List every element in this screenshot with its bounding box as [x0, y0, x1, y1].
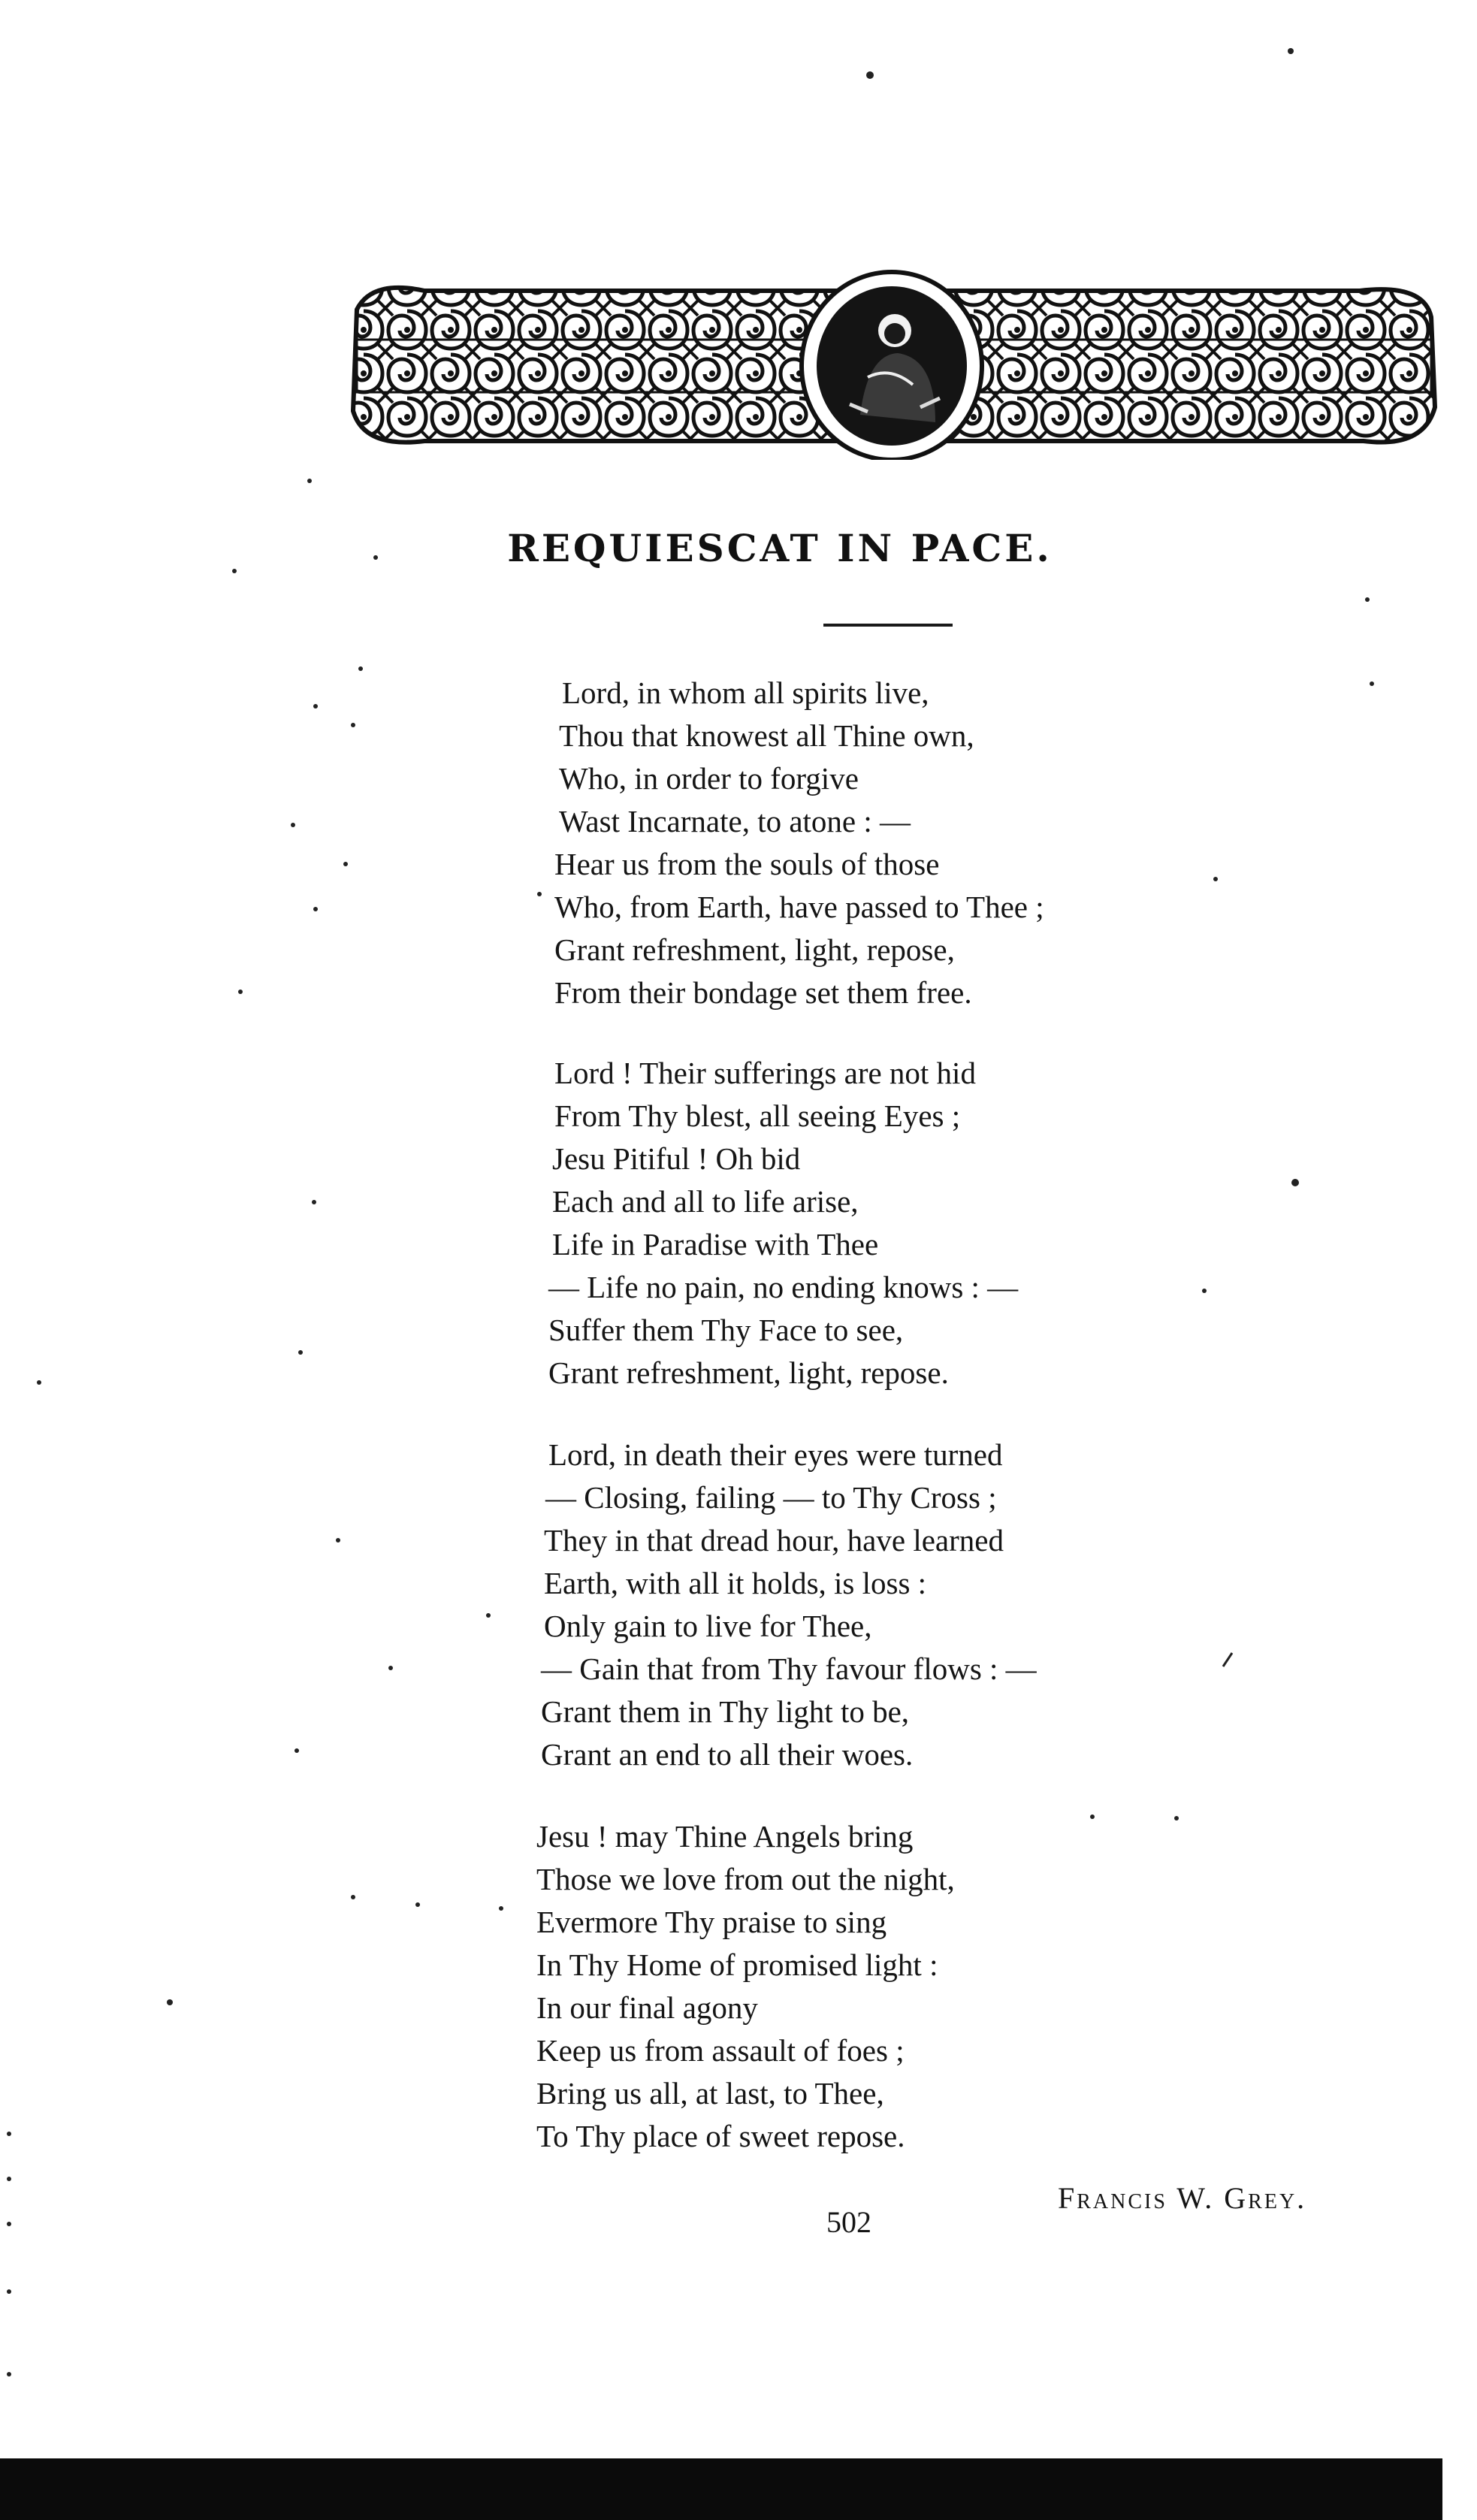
poem-line: Lord, in whom all spirits live, — [562, 675, 929, 710]
poem-line: Jesu Pitiful ! Oh bid — [552, 1141, 801, 1176]
poem-line: Lord ! Their sufferings are not hid — [554, 1056, 976, 1090]
poem-line: Only gain to live for Thee, — [544, 1609, 872, 1643]
poem-line: Jesu ! may Thine Angels bring — [536, 1819, 914, 1854]
poem-line: Grant an end to all their woes. — [541, 1737, 914, 1772]
poem-line: Lord, in death their eyes were turned — [548, 1437, 1003, 1472]
poem-line: Suffer them Thy Face to see, — [548, 1313, 904, 1347]
ornament-illustration — [342, 264, 1442, 460]
poem-line: Who, in order to forgive — [559, 761, 859, 796]
poem-line: Bring us all, at last, to Thee, — [536, 2076, 884, 2111]
poem-line: Evermore Thy praise to sing — [536, 1905, 887, 1939]
poem-line: — Gain that from Thy favour flows : — — [541, 1651, 1037, 1686]
poem-line: They in that dread hour, have learned — [544, 1523, 1004, 1558]
poem-line: Each and all to life arise, — [552, 1184, 859, 1219]
poem-line: Grant refreshment, light, repose. — [548, 1355, 949, 1390]
poem-line: — Life no pain, no ending knows : — — [548, 1270, 1019, 1304]
poem-line: Who, from Earth, have passed to Thee ; — [554, 890, 1044, 924]
poem-line: To Thy place of sweet repose. — [536, 2119, 905, 2153]
poem-line: Hear us from the souls of those — [554, 847, 940, 881]
poem-line: From their bondage set them free. — [554, 975, 972, 1010]
poem-line: Earth, with all it holds, is loss : — [544, 1566, 927, 1600]
title-rule — [823, 624, 953, 627]
poem-author: Francis W. Grey. — [1058, 2181, 1307, 2215]
poem-line: Grant refreshment, light, repose, — [554, 932, 955, 967]
scan-bottom-edge — [0, 2458, 1442, 2520]
page-number: 502 — [826, 2205, 871, 2239]
poem-line: Those we love from out the night, — [536, 1862, 955, 1896]
poem-line: Life in Paradise with Thee — [552, 1227, 879, 1262]
poem-line: From Thy blest, all seeing Eyes ; — [554, 1098, 961, 1133]
poem-line: Keep us from assault of foes ; — [536, 2033, 905, 2068]
poem-line: Grant them in Thy light to be, — [541, 1694, 910, 1729]
poem-line: — Closing, failing — to Thy Cross ; — [545, 1480, 997, 1515]
poem-line: In Thy Home of promised light : — [536, 1947, 938, 1982]
poem-line: In our final agony — [536, 1990, 758, 2025]
poem-line: Thou that knowest all Thine own, — [559, 718, 974, 753]
ornamental-headpiece — [342, 264, 1442, 460]
poem-line: Wast Incarnate, to atone : — — [559, 804, 911, 838]
poem-title: REQUIESCAT IN PACE. — [507, 526, 1053, 570]
